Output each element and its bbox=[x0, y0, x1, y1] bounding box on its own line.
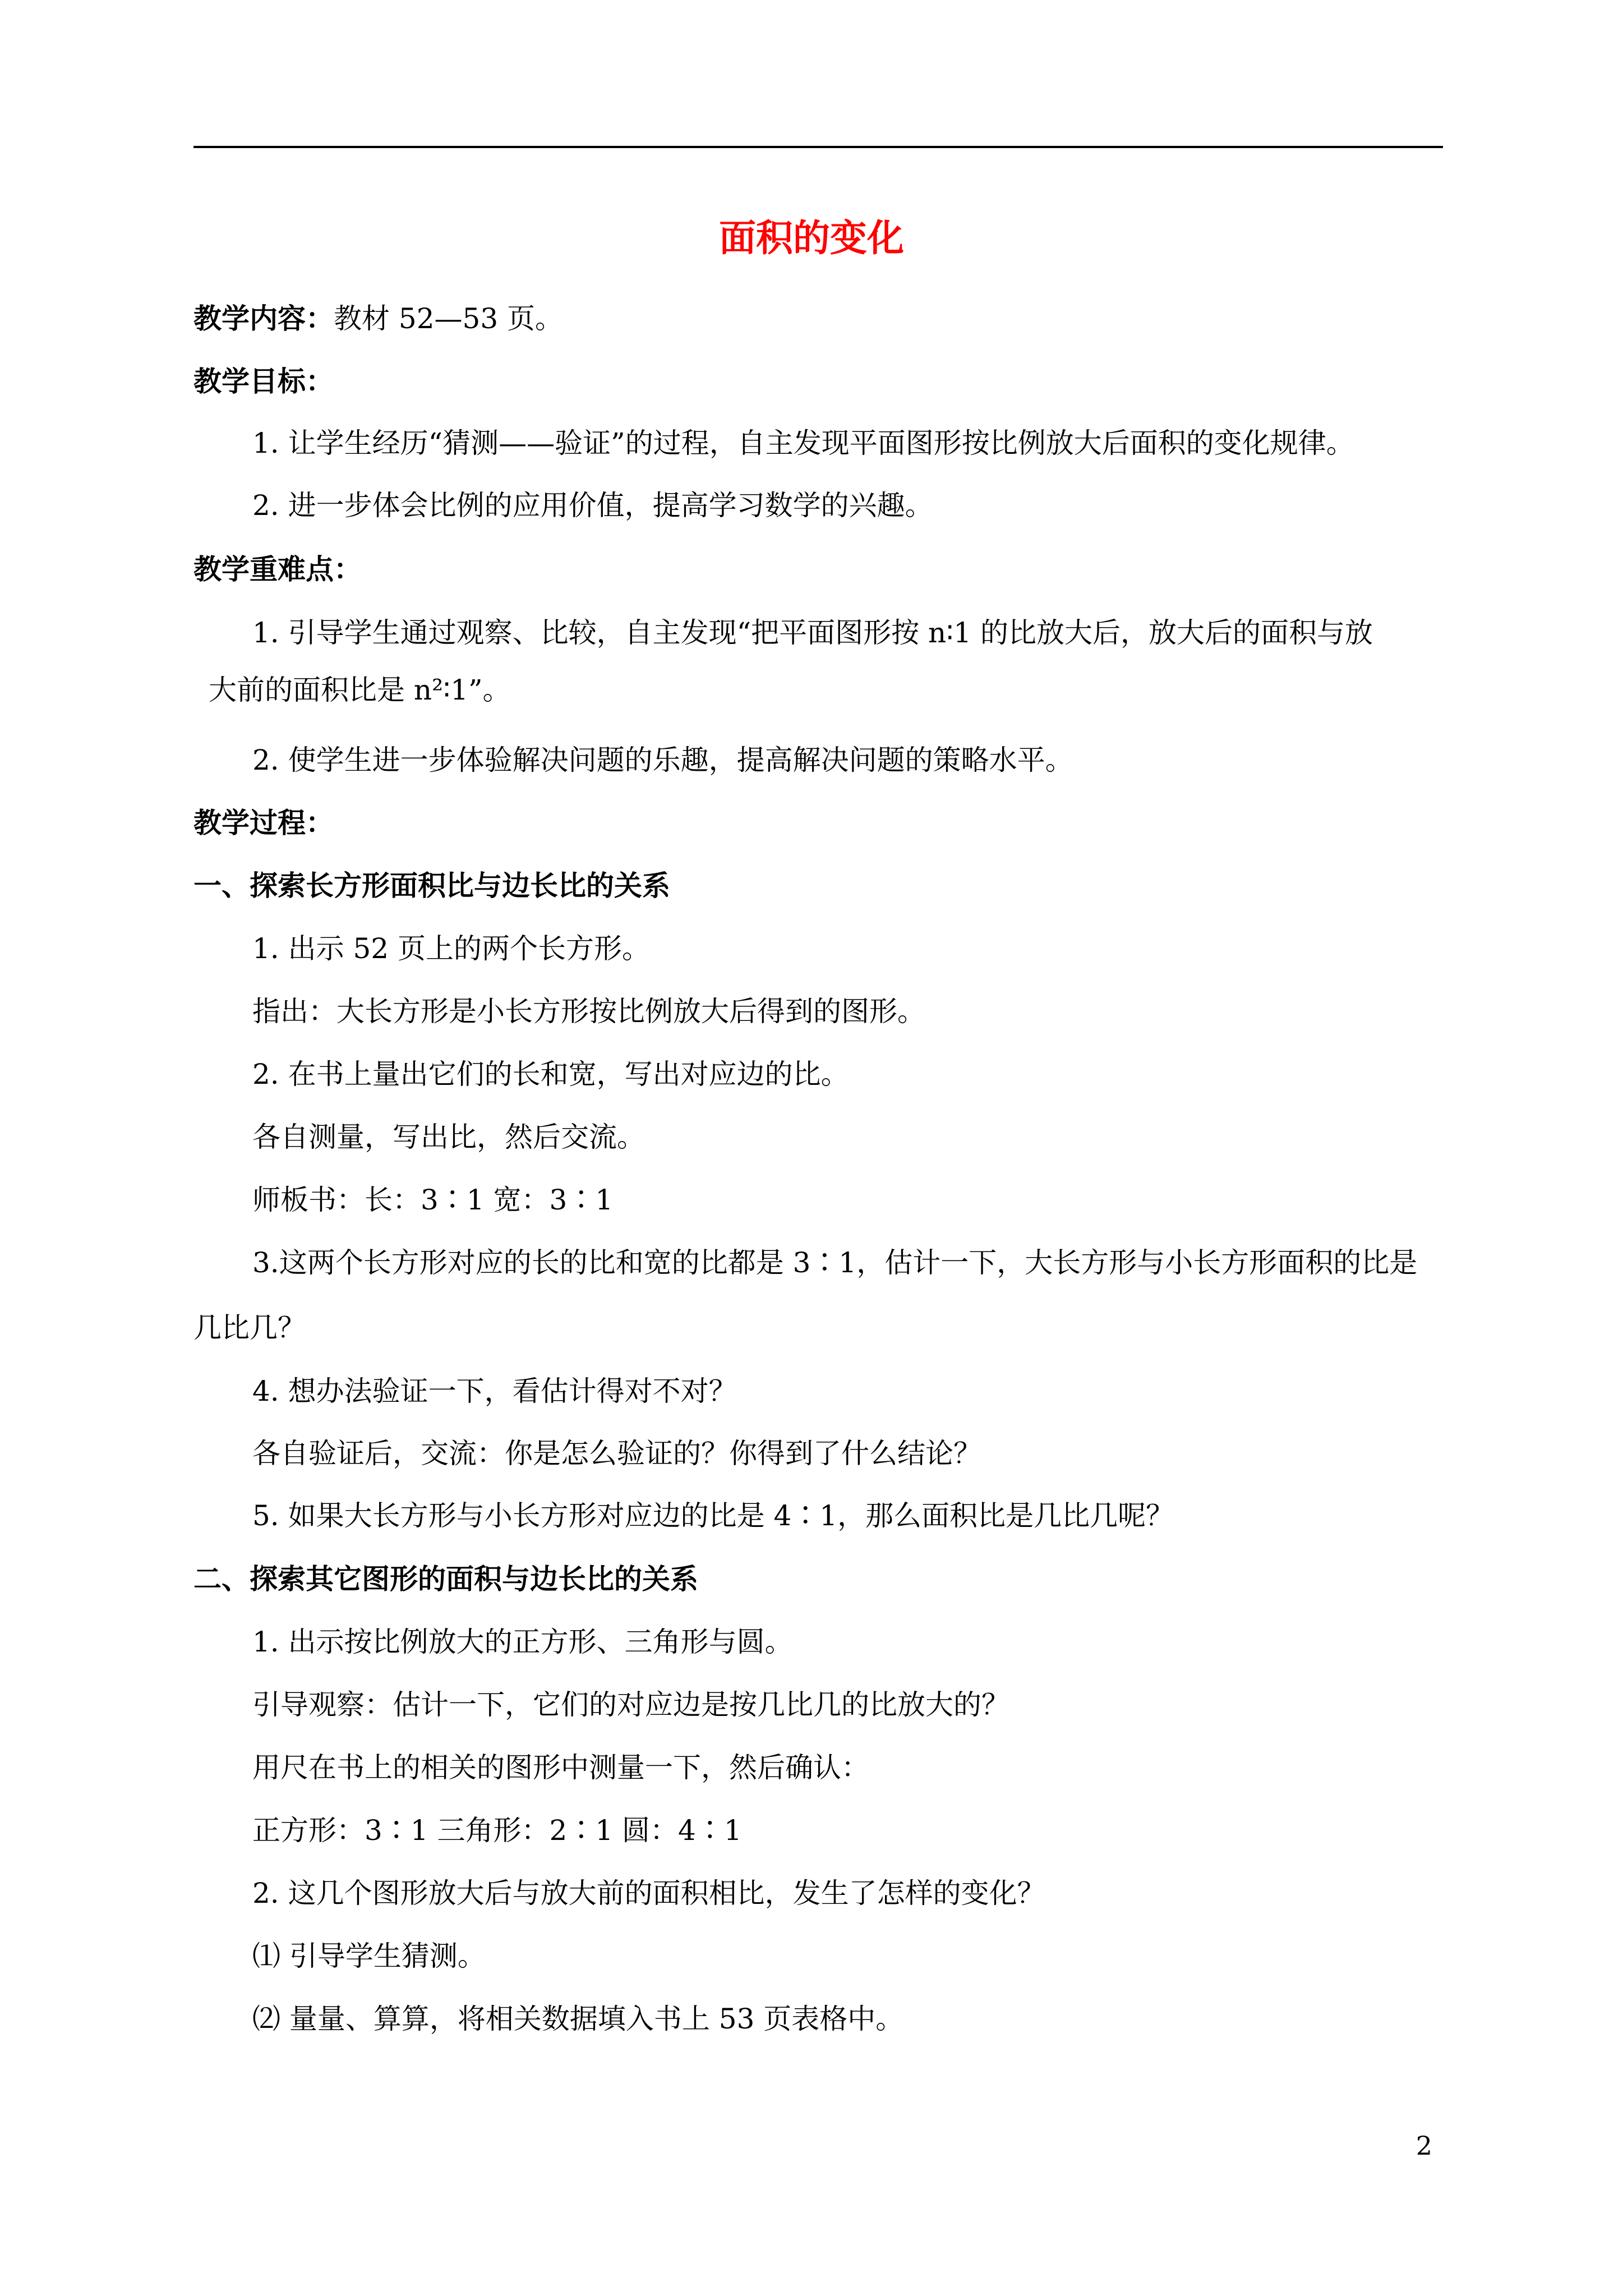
content-label: 教学内容： bbox=[193, 302, 334, 335]
section1-line: 师板书：长：3∶1 宽：3∶1 bbox=[252, 1184, 614, 1216]
content-line bbox=[193, 299, 563, 338]
section2-line: 用尺在书上的相关的图形中测量一下，然后确认： bbox=[252, 1751, 869, 1784]
section2-heading: 二、探索其它图形的面积与边长比的关系 bbox=[193, 1563, 698, 1595]
goal-item: 1. 让学生经历“猜测——验证”的过程，自主发现平面图形按比例放大后面积的变化规律。 bbox=[252, 427, 1354, 459]
section2-line: 正方形：3∶1 三角形：2∶1 圆：4∶1 bbox=[252, 1814, 742, 1847]
section1-line: 指出：大长方形是小长方形按比例放大后得到的图形。 bbox=[252, 995, 925, 1028]
content-text: 教材 52—53 页。 bbox=[334, 302, 564, 335]
section1-line: 各自测量，写出比，然后交流。 bbox=[252, 1121, 645, 1153]
section1-heading: 一、探索长方形面积比与边长比的关系 bbox=[193, 869, 670, 902]
key-point: 2. 使学生进一步体验解决问题的乐趣，提高解决问题的策略水平。 bbox=[252, 744, 1073, 776]
section2-line: 引导观察：估计一下，它们的对应边是按几比几的比放大的？ bbox=[252, 1688, 1009, 1721]
section1-line: 各自验证后，交流：你是怎么验证的？你得到了什么结论？ bbox=[252, 1437, 981, 1470]
key-point: 1. 引导学生通过观察、比较，自主发现“把平面图形按 n∶1 的比放大后，放大后的面积与放 bbox=[252, 616, 1373, 649]
section1-line: 4. 想办法验证一下，看估计得对不对？ bbox=[252, 1375, 737, 1407]
section2-line: 1. 出示按比例放大的正方形、三角形与圆。 bbox=[252, 1626, 793, 1658]
document-title: 面积的变化 bbox=[719, 217, 904, 260]
goal-item: 2. 进一步体会比例的应用价值，提高学习数学的兴趣。 bbox=[252, 489, 933, 522]
section1-line: 1. 出示 52 页上的两个长方形。 bbox=[252, 932, 651, 965]
section1-line-continued: 几比几？ bbox=[193, 1312, 306, 1344]
header-rule bbox=[193, 146, 1443, 148]
section1-line: 2. 在书上量出它们的长和宽，写出对应边的比。 bbox=[252, 1058, 849, 1091]
section1-line: 3.这两个长方形对应的长的比和宽的比都是 3∶1，估计一下，大长方形与小长方形面积的比是 bbox=[252, 1246, 1418, 1279]
section1-line: 5. 如果大长方形与小长方形对应边的比是 4∶1，那么面积比是几比几呢？ bbox=[252, 1499, 1174, 1532]
goals-heading: 教学目标： bbox=[193, 365, 334, 398]
key-point-continued: 大前的面积比是 n²∶1”。 bbox=[209, 674, 511, 706]
section2-line: ⑵ 量量、算算，将相关数据填入书上 53 页表格中。 bbox=[252, 2003, 904, 2035]
section2-line: ⑴ 引导学生猜测。 bbox=[252, 1940, 486, 1972]
key-heading: 教学重难点： bbox=[193, 553, 362, 586]
page-number: 2 bbox=[1415, 2131, 1432, 2161]
section2-line: 2. 这几个图形放大后与放大前的面积相比，发生了怎样的变化？ bbox=[252, 1877, 1045, 1910]
process-heading: 教学过程： bbox=[193, 807, 334, 839]
